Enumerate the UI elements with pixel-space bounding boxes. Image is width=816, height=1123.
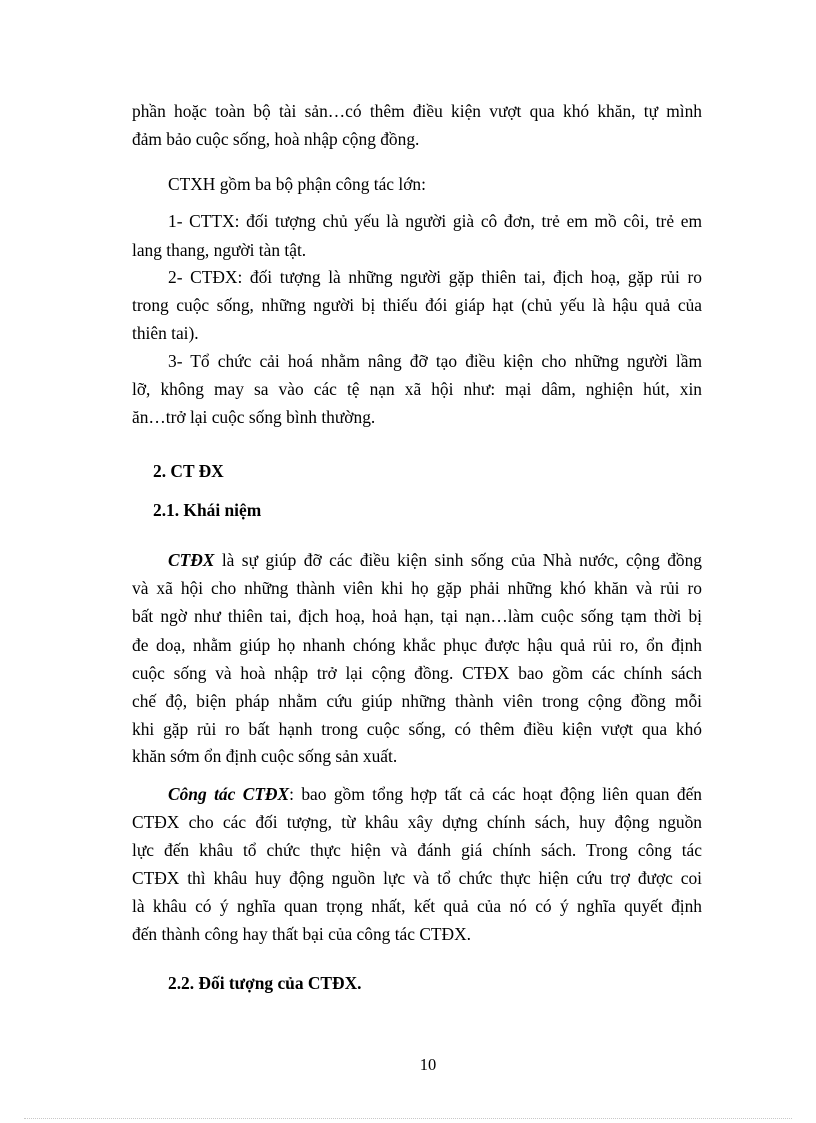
paragraph-line: và xã hội cho những thành viên khi họ gặp phải những khó khăn và rủi ro xyxy=(132,578,702,598)
line-text: là sự giúp đỡ các điều kiện sinh sống của Nhà nước, cộng đồng xyxy=(214,550,702,570)
paragraph-line: chế độ, biện pháp nhằm cứu giúp những thành viên trong cộng đồng mỗi xyxy=(132,691,702,711)
paragraph-line: cuộc sống và hoà nhập trở lại cộng đồng. CTĐX bao gồm các chính sách xyxy=(132,663,702,683)
page-bottom-divider xyxy=(24,1118,792,1119)
paragraph-line: đảm bảo cuộc sống, hoà nhập cộng đồng. xyxy=(132,129,420,149)
subsection-heading: 2.2. Đối tượng của CTĐX. xyxy=(168,973,362,993)
paragraph-line: CTXH gồm ba bộ phận công tác lớn: xyxy=(168,174,426,194)
paragraph-line: là khâu có ý nghĩa quan trọng nhất, kết quả của nó có ý nghĩa quyết định xyxy=(132,896,702,916)
section-heading: 2. CT ĐX xyxy=(153,461,224,481)
subsection-heading: 2.1. Khái niệm xyxy=(153,500,262,520)
paragraph-line: đến thành công hay thất bại của công tác CTĐX. xyxy=(132,924,472,944)
list-item-line: 3- Tổ chức cải hoá nhằm nâng đỡ tạo điều kiện cho những người lầm xyxy=(168,351,702,371)
paragraph-line: CTĐX cho các đối tượng, từ khâu xây dựng chính sách, huy động nguồn xyxy=(132,812,702,832)
defined-term: Công tác CTĐX xyxy=(168,784,290,804)
list-item-line: thiên tai). xyxy=(132,323,199,343)
list-item-line: 1- CTTX: đối tượng chủ yếu là người già cô đơn, trẻ em mồ côi, trẻ em xyxy=(168,211,702,231)
paragraph-line xyxy=(168,784,702,806)
paragraph-line: khăn sớm ổn định cuộc sống sản xuất. xyxy=(132,746,398,766)
page-number: 10 xyxy=(419,1055,437,1074)
line-text: : bao gồm tổng hợp tất cả các hoạt động liên quan đến xyxy=(289,784,703,804)
paragraph-line: phần hoặc toàn bộ tài sản…có thêm điều kiện vượt qua khó khăn, tự mình xyxy=(132,101,702,121)
list-item-line: lỡ, không may sa vào các tệ nạn xã hội như: mại dâm, nghiện hút, xin xyxy=(132,379,702,399)
list-item-line: 2- CTĐX: đối tượng là những người gặp thiên tai, địch hoạ, gặp rủi ro xyxy=(168,267,702,287)
list-item-line: ăn…trở lại cuộc sống bình thường. xyxy=(132,407,376,427)
paragraph-line: khi gặp rủi ro bất hạnh trong cuộc sống, có thêm điều kiện vượt qua khó xyxy=(132,719,702,739)
defined-term: CTĐX xyxy=(168,550,215,570)
paragraph-line: lực đến khâu tổ chức thực hiện và đánh giá chính sách. Trong công tác xyxy=(132,840,702,860)
paragraph-line xyxy=(168,550,702,572)
list-item-line: lang thang, người tàn tật. xyxy=(132,240,307,260)
list-item-line: trong cuộc sống, những người bị thiếu đói giáp hạt (chủ yếu là hậu quả của xyxy=(132,295,702,315)
paragraph-line: đe doạ, nhằm giúp họ nhanh chóng khắc phục được hậu quả rủi ro, ổn định xyxy=(132,635,702,655)
paragraph-line: CTĐX thì khâu huy động nguồn lực và tổ chức thực hiện cứu trợ được coi xyxy=(132,868,702,888)
paragraph-line: bất ngờ như thiên tai, địch hoạ, hoả hạn, tại nạn…làm cuộc sống tạm thời bị xyxy=(132,606,702,626)
